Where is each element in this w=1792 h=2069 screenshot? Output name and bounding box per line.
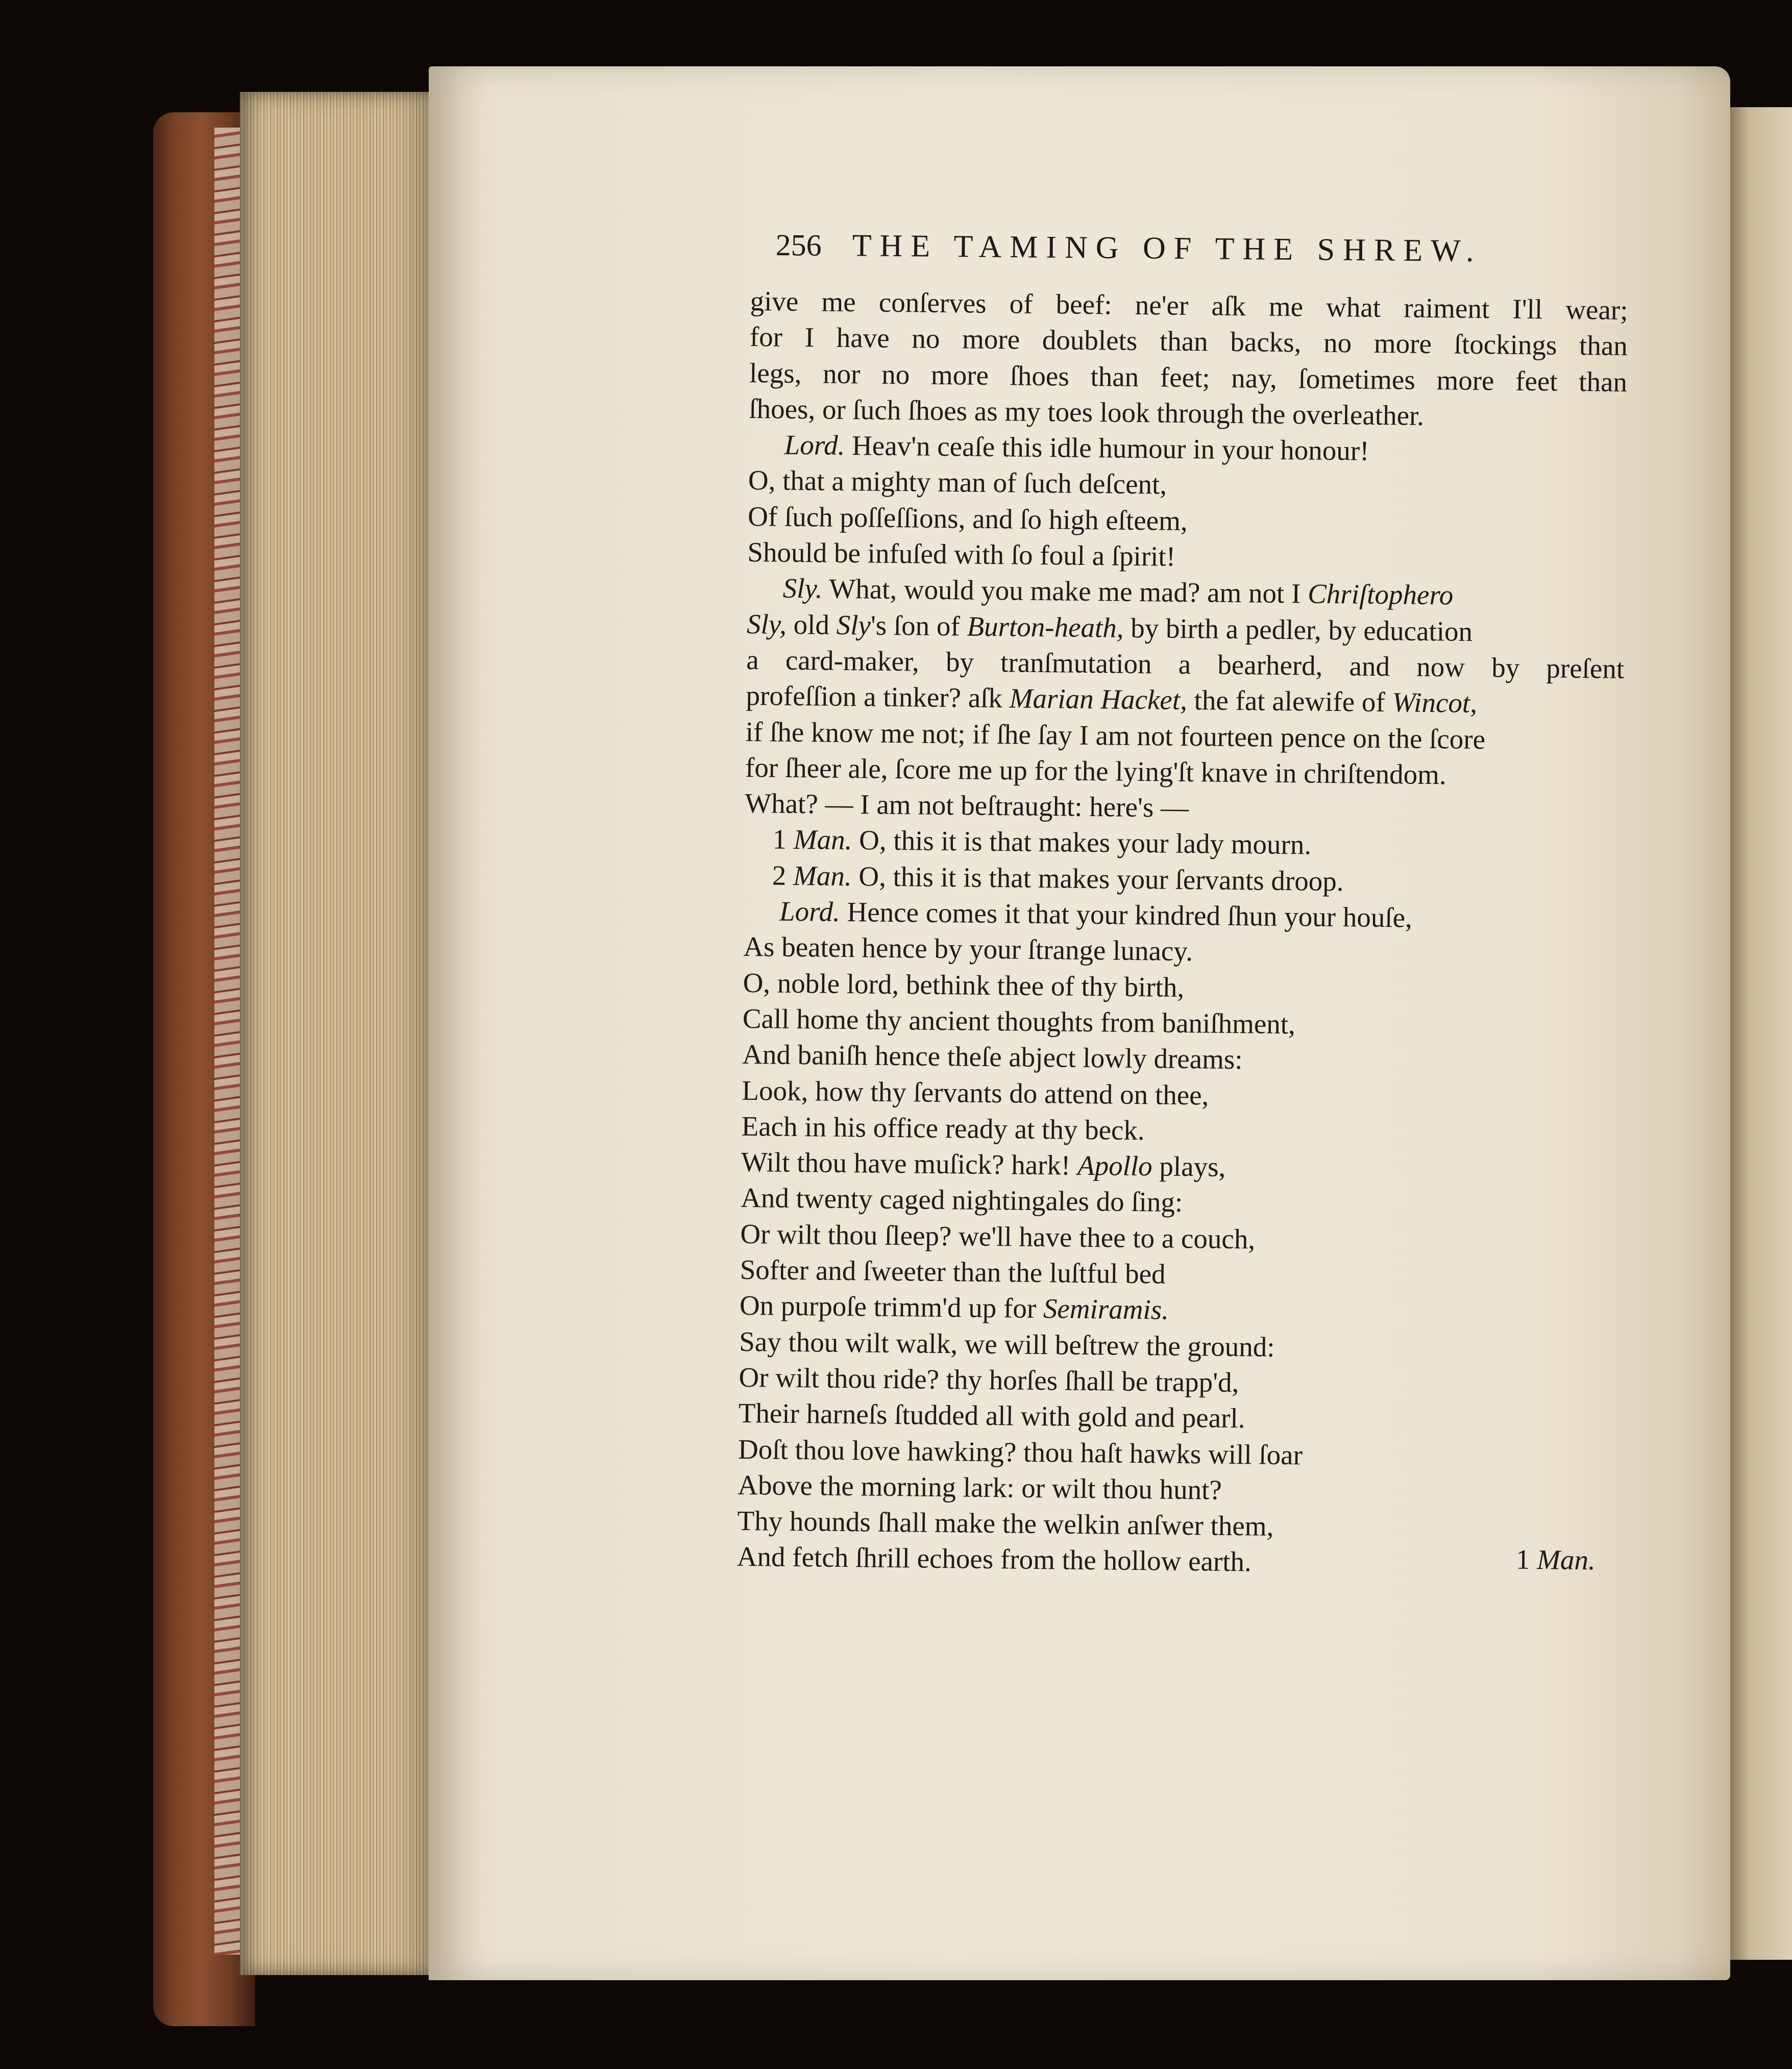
running-title: THE TAMING OF THE SHREW. xyxy=(852,228,1482,269)
page-number: 256 xyxy=(775,228,822,262)
speaker-name: Lord. xyxy=(779,895,841,927)
text-line: for ſheer ale, ſcore me up for the lying'ſt knave in chriſtendom. xyxy=(745,751,1447,791)
catchword: 1 Man. xyxy=(1515,1543,1596,1576)
speaker-name: Lord. xyxy=(784,429,845,461)
verse-line: Of ſuch poſſeſſions, and ſo high eſteem, xyxy=(747,500,1188,536)
speaker-name: Man. xyxy=(793,859,852,892)
verse-line: Each in his office ready at thy beck. xyxy=(741,1110,1145,1146)
verse-line: Look, how thy ſervants do attend on thee, xyxy=(742,1074,1209,1111)
verse-line: O, noble lord, bethink thee of thy birth, xyxy=(743,967,1185,1003)
verse-line: Or wilt thou ride? thy horſes ſhall be trapp'd, xyxy=(739,1361,1239,1398)
verse-line: O, that a mighty man of ſuch deſcent, xyxy=(748,464,1167,501)
verse-line: Call home thy ancient thoughts from baniſhment, xyxy=(742,1002,1296,1040)
verse-line: And fetch ſhrill echoes from the hollow earth. xyxy=(737,1541,1252,1578)
text-line: What? — I am not beſtraught: here's — xyxy=(745,787,1189,824)
verse-line: Doſt thou love hawking? thou haſt hawks will ſoar xyxy=(738,1433,1303,1470)
verse-line: As beaten hence by your ſtrange lunacy. xyxy=(743,931,1193,967)
text-line: a card-maker, by tranſmutation a bearherd, and now by preſent xyxy=(746,644,1625,684)
text-line: if ſhe know me not; if ſhe ſay I am not fourteen pence on the ſcore xyxy=(745,716,1486,755)
verse-line: Their harneſs ſtudded all with gold and pearl. xyxy=(738,1397,1245,1434)
verse-line: Above the morning lark: or wilt thou hunt? xyxy=(738,1469,1222,1506)
speaker-name: Man. xyxy=(793,824,852,856)
text-line: legs, nor no more ſhoes than feet; nay, ſometimes more feet than xyxy=(749,357,1628,398)
verse-line: Softer and ſweeter than the luſtful bed xyxy=(740,1253,1166,1290)
speech-line: Lord. Heav'n ceaſe this idle humour in your honour! xyxy=(784,429,1369,466)
speech-line: Lord. Hence comes it that your kindred ſhun your houſe, xyxy=(779,895,1413,933)
page-block-edges xyxy=(240,92,434,1975)
text-line: profeſſion a tinker? aſk Marian Hacket, the fat alewife of Wincot, xyxy=(746,680,1478,719)
text-line: give me conſerves of beef: ne'er aſk me what raiment I'll wear; xyxy=(750,285,1628,326)
text-line: Sly, old Sly's ſon of Burton-heath, by birth a pedler, by education xyxy=(746,608,1473,647)
play-text xyxy=(737,283,1628,1584)
text-line: for I have no more doublets than backs, no more ſtockings than xyxy=(749,321,1628,362)
verse-line: Say thou wilt walk, we will beſtrew the ground: xyxy=(739,1325,1275,1363)
verse-line: And twenty caged nightingales do ſing: xyxy=(740,1182,1183,1218)
speech-line: 1 Man. O, this it is that makes your lady mourn. xyxy=(772,823,1312,861)
text-line: ſhoes, or ſuch ſhoes as my toes look through the overleather. xyxy=(749,392,1425,431)
running-head xyxy=(775,227,1598,280)
verse-line: Or wilt thou ſleep? we'll have thee to a couch, xyxy=(740,1218,1256,1255)
speaker-name: Sly. xyxy=(782,573,823,604)
speech-line: 2 Man. O, this it is that makes your ſervants droop. xyxy=(772,859,1344,897)
marbled-endpaper xyxy=(214,128,240,1955)
speech-line: Sly. What, would you make me mad? am not I Chriſtophero xyxy=(782,573,1454,611)
verse-line: Wilt thou have muſick? hark! Apollo plays, xyxy=(741,1146,1226,1183)
verse-line: And baniſh hence theſe abject lowly dreams: xyxy=(742,1039,1243,1075)
verse-line: On purpoſe trimm'd up for Semiramis. xyxy=(739,1290,1169,1326)
facing-page-edge xyxy=(1730,107,1792,1960)
verse-line: Thy hounds ſhall make the welkin anſwer them, xyxy=(737,1505,1274,1542)
verse-line: Should be infuſed with ſo foul a ſpirit! xyxy=(747,536,1176,572)
